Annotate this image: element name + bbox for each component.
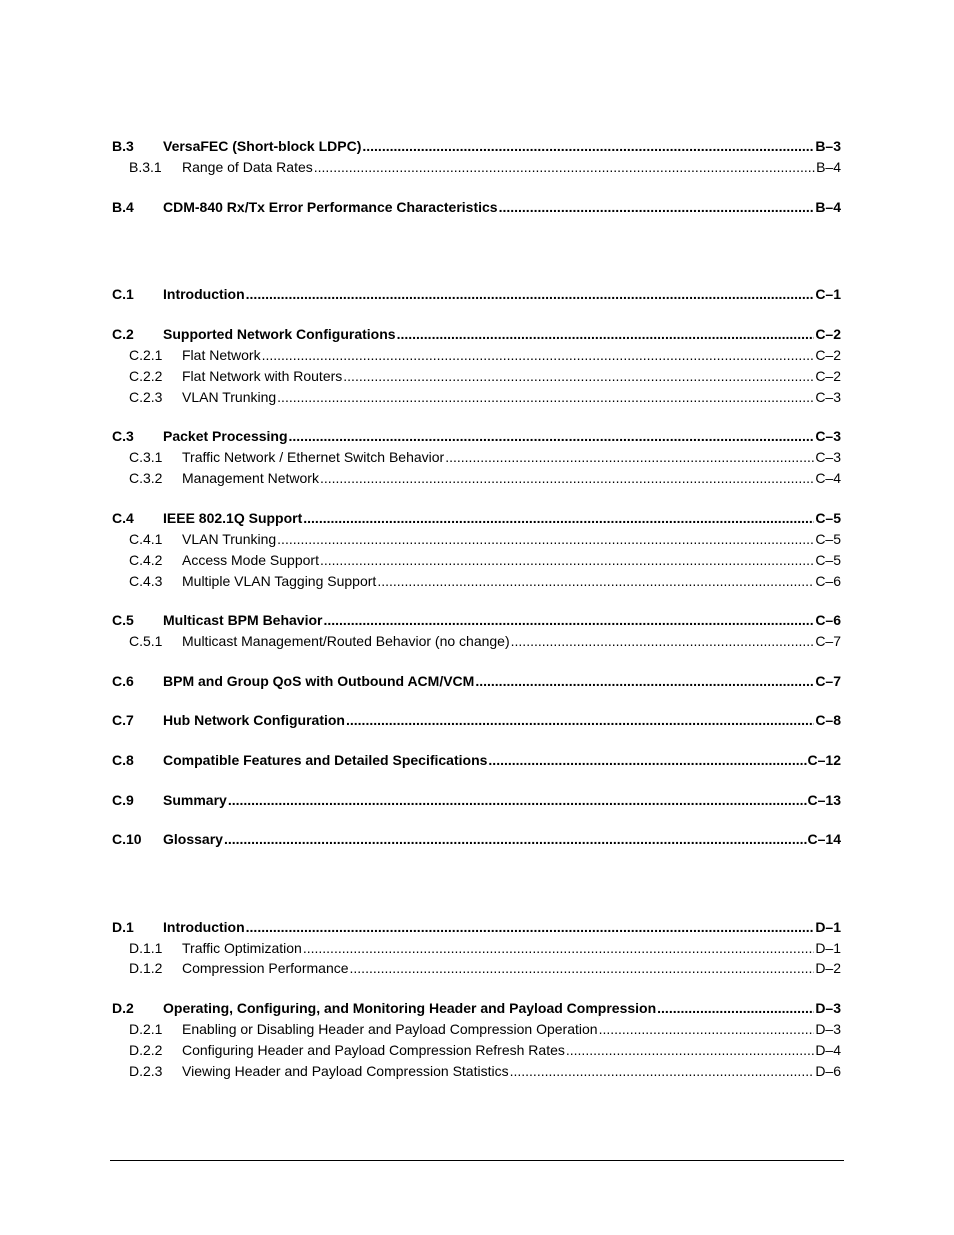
toc-entry-c5-1[interactable] bbox=[129, 628, 841, 649]
toc-title: Introduction bbox=[163, 286, 245, 302]
toc-entry-c4-3[interactable] bbox=[129, 568, 841, 589]
toc-leader bbox=[224, 831, 807, 847]
toc-entry-c4[interactable] bbox=[112, 505, 841, 526]
toc-leader bbox=[303, 510, 814, 526]
toc-entry-c4-1[interactable] bbox=[129, 526, 841, 547]
toc-page: C–8 bbox=[815, 712, 841, 728]
toc-leader bbox=[499, 199, 815, 215]
toc-page: C–5 bbox=[815, 510, 841, 526]
footer-divider bbox=[110, 1160, 844, 1161]
toc-number: B.4 bbox=[112, 199, 134, 215]
toc-title: Operating, Configuring, and Monitoring Header and Payload Compression bbox=[163, 1000, 657, 1016]
toc-page: C–5 bbox=[815, 552, 841, 568]
toc-page: B–4 bbox=[816, 159, 841, 175]
toc-page: C–14 bbox=[807, 831, 841, 847]
toc-entry-d2[interactable] bbox=[112, 995, 841, 1016]
toc-title: BPM and Group QoS with Outbound ACM/VCM bbox=[163, 673, 475, 689]
toc-page: C–5 bbox=[815, 531, 841, 547]
toc-number: C.3.1 bbox=[129, 449, 163, 465]
toc-number: D.2.1 bbox=[129, 1021, 163, 1037]
toc-leader bbox=[350, 960, 815, 976]
toc-title: VersaFEC (Short-block LDPC) bbox=[163, 138, 362, 154]
toc-page: D–1 bbox=[815, 940, 841, 956]
toc-page: C–3 bbox=[815, 428, 841, 444]
toc-number: B.3.1 bbox=[129, 159, 162, 175]
toc-leader bbox=[657, 1000, 814, 1016]
toc-leader bbox=[488, 752, 806, 768]
toc-title: Packet Processing bbox=[163, 428, 288, 444]
toc-title: Range of Data Rates bbox=[182, 159, 313, 175]
toc-leader bbox=[320, 552, 814, 568]
toc-entry-c3-2[interactable] bbox=[129, 465, 841, 486]
toc-entry-c7[interactable] bbox=[112, 707, 841, 728]
toc-entry-c2[interactable] bbox=[112, 321, 841, 342]
toc-number: B.3 bbox=[112, 138, 134, 154]
toc-entry-c5[interactable] bbox=[112, 607, 841, 628]
toc-title: Glossary bbox=[163, 831, 223, 847]
toc-entry-d2-2[interactable] bbox=[129, 1037, 841, 1058]
toc-leader bbox=[262, 347, 815, 363]
toc-title: Supported Network Configurations bbox=[163, 326, 396, 342]
toc-leader bbox=[246, 919, 815, 935]
toc-entry-c9[interactable] bbox=[112, 787, 841, 808]
toc-leader bbox=[362, 138, 814, 154]
toc-entry-c3[interactable] bbox=[112, 423, 841, 444]
toc-entry-b3[interactable] bbox=[112, 133, 841, 154]
toc-number: C.4.2 bbox=[129, 552, 163, 568]
toc-entry-d2-1[interactable] bbox=[129, 1016, 841, 1037]
toc-leader bbox=[445, 449, 814, 465]
toc-leader bbox=[323, 612, 814, 628]
toc-page: C–12 bbox=[807, 752, 841, 768]
toc-entry-c10[interactable] bbox=[112, 826, 841, 847]
toc-number: D.1.2 bbox=[129, 960, 163, 976]
toc-number: C.2.1 bbox=[129, 347, 163, 363]
toc-number: C.5 bbox=[112, 612, 134, 628]
toc-number: C.6 bbox=[112, 673, 134, 689]
toc-page: C–4 bbox=[815, 470, 841, 486]
toc-page: C–2 bbox=[815, 368, 841, 384]
toc-entry-c2-1[interactable] bbox=[129, 342, 841, 363]
toc-page: D–1 bbox=[815, 919, 841, 935]
toc-number: D.1.1 bbox=[129, 940, 163, 956]
toc-title: Configuring Header and Payload Compression Refresh Rates bbox=[182, 1042, 565, 1058]
toc-leader bbox=[377, 573, 814, 589]
toc-page: C–1 bbox=[815, 286, 841, 302]
toc-entry-d1-1[interactable] bbox=[129, 935, 841, 956]
toc-leader bbox=[566, 1042, 814, 1058]
toc-page: D–2 bbox=[815, 960, 841, 976]
toc-page: C–2 bbox=[815, 347, 841, 363]
toc-page: D–3 bbox=[815, 1000, 841, 1016]
toc-title: Traffic Optimization bbox=[182, 940, 302, 956]
toc-title: Hub Network Configuration bbox=[163, 712, 345, 728]
toc-leader bbox=[320, 470, 814, 486]
toc-entry-d1-2[interactable] bbox=[129, 955, 841, 976]
toc-title: IEEE 802.1Q Support bbox=[163, 510, 303, 526]
toc-number: C.2.3 bbox=[129, 389, 163, 405]
toc-leader bbox=[475, 673, 814, 689]
toc-entry-c2-3[interactable] bbox=[129, 384, 841, 405]
toc-title: Management Network bbox=[182, 470, 319, 486]
toc-page: D–4 bbox=[815, 1042, 841, 1058]
toc-page: B–3 bbox=[815, 138, 841, 154]
toc-entry-b3-1[interactable] bbox=[129, 154, 841, 175]
toc-number: C.3.2 bbox=[129, 470, 163, 486]
toc-entry-d1[interactable] bbox=[112, 914, 841, 935]
toc-title: CDM-840 Rx/Tx Error Performance Characteristics bbox=[163, 199, 498, 215]
toc-number: C.1 bbox=[112, 286, 134, 302]
toc-leader bbox=[343, 368, 814, 384]
toc-page: C–3 bbox=[815, 389, 841, 405]
toc-number: C.4.3 bbox=[129, 573, 163, 589]
toc-title: Viewing Header and Payload Compression Statistics bbox=[182, 1063, 509, 1079]
toc-page: D–3 bbox=[815, 1021, 841, 1037]
toc-number: C.8 bbox=[112, 752, 134, 768]
toc-title: Enabling or Disabling Header and Payload Compression Operation bbox=[182, 1021, 598, 1037]
toc-title: Flat Network with Routers bbox=[182, 368, 343, 384]
toc-entry-c2-2[interactable] bbox=[129, 363, 841, 384]
toc-leader bbox=[346, 712, 814, 728]
toc-page: C–3 bbox=[815, 449, 841, 465]
toc-number: C.3 bbox=[112, 428, 134, 444]
toc-page: C–7 bbox=[815, 633, 841, 649]
toc-number: C.7 bbox=[112, 712, 134, 728]
toc-number: D.2.2 bbox=[129, 1042, 163, 1058]
toc-entry-c6[interactable] bbox=[112, 668, 841, 689]
toc-leader bbox=[599, 1021, 815, 1037]
toc-title: VLAN Trunking bbox=[182, 531, 277, 547]
toc-number: C.4.1 bbox=[129, 531, 163, 547]
toc-leader bbox=[277, 389, 814, 405]
toc-leader bbox=[510, 1063, 815, 1079]
toc-page: C–7 bbox=[815, 673, 841, 689]
toc-number: D.2 bbox=[112, 1000, 134, 1016]
toc-page: C–13 bbox=[807, 792, 841, 808]
toc-title: Compression Performance bbox=[182, 960, 349, 976]
toc-entry-c3-1[interactable] bbox=[129, 444, 841, 465]
toc-entry-c8[interactable] bbox=[112, 747, 841, 768]
toc-entry-c4-2[interactable] bbox=[129, 547, 841, 568]
toc-leader bbox=[289, 428, 815, 444]
toc-number: C.5.1 bbox=[129, 633, 163, 649]
toc-title: Compatible Features and Detailed Specifications bbox=[163, 752, 488, 768]
toc-leader bbox=[397, 326, 815, 342]
toc-number: D.2.3 bbox=[129, 1063, 163, 1079]
toc-page: D–6 bbox=[815, 1063, 841, 1079]
toc-page: B–4 bbox=[815, 199, 841, 215]
toc-number: C.4 bbox=[112, 510, 134, 526]
toc-leader bbox=[246, 286, 815, 302]
toc-leader bbox=[314, 159, 815, 175]
toc-page: C–6 bbox=[815, 612, 841, 628]
toc-title: Flat Network bbox=[182, 347, 261, 363]
toc-title: VLAN Trunking bbox=[182, 389, 277, 405]
toc-leader bbox=[277, 531, 814, 547]
toc-title: Introduction bbox=[163, 919, 245, 935]
toc-number: C.9 bbox=[112, 792, 134, 808]
toc-number: C.10 bbox=[112, 831, 142, 847]
toc-number: C.2.2 bbox=[129, 368, 163, 384]
toc-number: D.1 bbox=[112, 919, 134, 935]
toc-page: C–6 bbox=[815, 573, 841, 589]
toc-page: C–2 bbox=[815, 326, 841, 342]
toc-entry-b4[interactable] bbox=[112, 194, 841, 215]
toc-leader bbox=[228, 792, 807, 808]
toc-entry-d2-3[interactable] bbox=[129, 1058, 841, 1079]
toc-title: Summary bbox=[163, 792, 227, 808]
toc-title: Multicast BPM Behavior bbox=[163, 612, 323, 628]
toc-leader bbox=[303, 940, 814, 956]
toc-leader bbox=[511, 633, 815, 649]
toc-title: Traffic Network / Ethernet Switch Behavior bbox=[182, 449, 445, 465]
toc-number: C.2 bbox=[112, 326, 134, 342]
toc-title: Multiple VLAN Tagging Support bbox=[182, 573, 377, 589]
toc-entry-c1[interactable] bbox=[112, 281, 841, 302]
toc-title: Access Mode Support bbox=[182, 552, 319, 568]
toc-title: Multicast Management/Routed Behavior (no change) bbox=[182, 633, 510, 649]
